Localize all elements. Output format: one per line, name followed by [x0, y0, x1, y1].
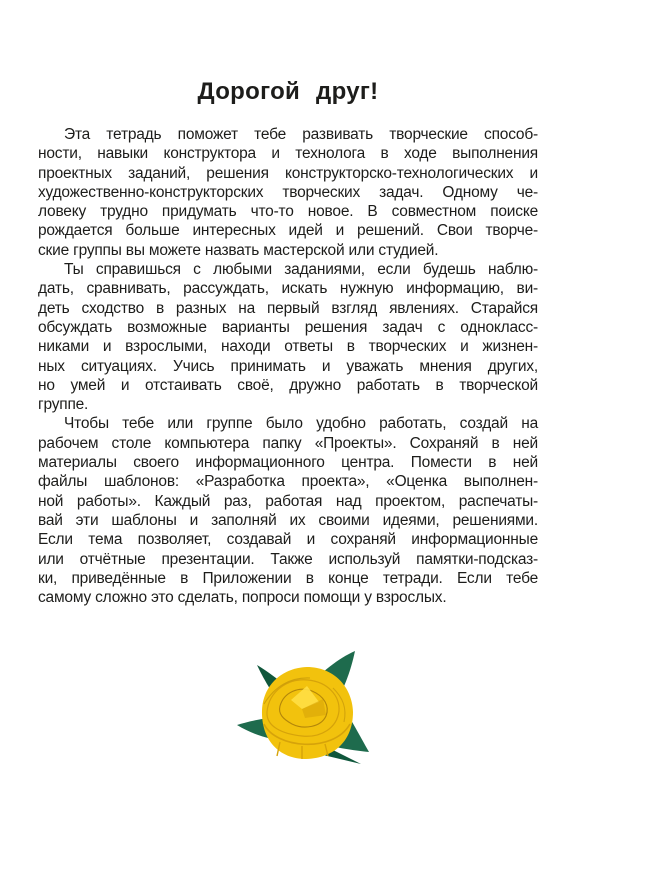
text-line: дать, сравнивать, рассуждать, искать нужную информацию, ви- — [38, 280, 538, 298]
text-line: никами и взрослыми, находи ответы в творческих и жизнен- — [38, 338, 538, 356]
paragraph — [38, 125, 538, 260]
text-line: файлы шаблонов: «Разработка проекта», «Оценка выполнен- — [38, 473, 538, 491]
text-line: художественно-конструкторских творческих задач. Одному че- — [38, 183, 538, 201]
paper-rose-illustration — [233, 648, 423, 783]
rose-bloom — [262, 667, 353, 759]
text-line: обсуждать возможные варианты решения задач с однокласс- — [38, 318, 538, 336]
text-line: ские группы вы можете назвать мастерской или студией. — [38, 241, 439, 259]
paragraph — [38, 414, 538, 607]
text-line: рождается больше интересных идей и решений. Свои творче- — [38, 222, 538, 240]
text-line: ки, приведённые в Приложении в конце тетради. Если тебе — [38, 569, 538, 587]
text-line: рабочем столе компьютера папку «Проекты». Сохраняй в ней — [38, 434, 538, 452]
text-line: Эта тетрадь поможет тебе развивать творческие способ- — [64, 126, 538, 143]
text-line: деть сходство в разных на первый взгляд явлениях. Старайся — [38, 299, 538, 317]
text-line: вай эти шаблоны и заполняй их своими идеями, решениями. — [38, 511, 538, 529]
text-line: ных ситуациях. Учись принимать и уважать мнения других, — [38, 357, 538, 375]
text-line: самому сложно это сделать, попроси помощи у взрослых. — [38, 589, 447, 607]
text-line: Ты справишься с любыми заданиями, если будешь наблю- — [64, 261, 538, 279]
text-line: ной работы». Каждый раз, работая над проектом, распечаты- — [38, 492, 538, 510]
body-text — [38, 125, 538, 607]
text-line: группе. — [38, 396, 89, 414]
text-line: материалы своего информационного центра. Помести в ней — [38, 454, 538, 472]
text-line: но умей и отстаивать своё, дружно работать в творческой — [38, 376, 538, 394]
page-title: Дорогой друг! — [197, 78, 379, 105]
text-line: или отчётные презентации. Также используй памятки-подсказ- — [38, 550, 538, 568]
paragraph — [38, 260, 538, 414]
text-line: ности, навыки конструктора и технолога в ходе выполнения — [38, 145, 538, 163]
text-line: проектных заданий, решения конструкторско-технологических и — [38, 164, 538, 182]
text-line: Если тема позволяет, создавай и сохраняй информационные — [38, 531, 538, 549]
text-line: Чтобы тебе или группе было удобно работать, создай на — [64, 415, 538, 433]
text-line: ловеку трудно придумать что-то новое. В совместном поиске — [38, 203, 538, 221]
paper-rose-image — [233, 648, 423, 783]
